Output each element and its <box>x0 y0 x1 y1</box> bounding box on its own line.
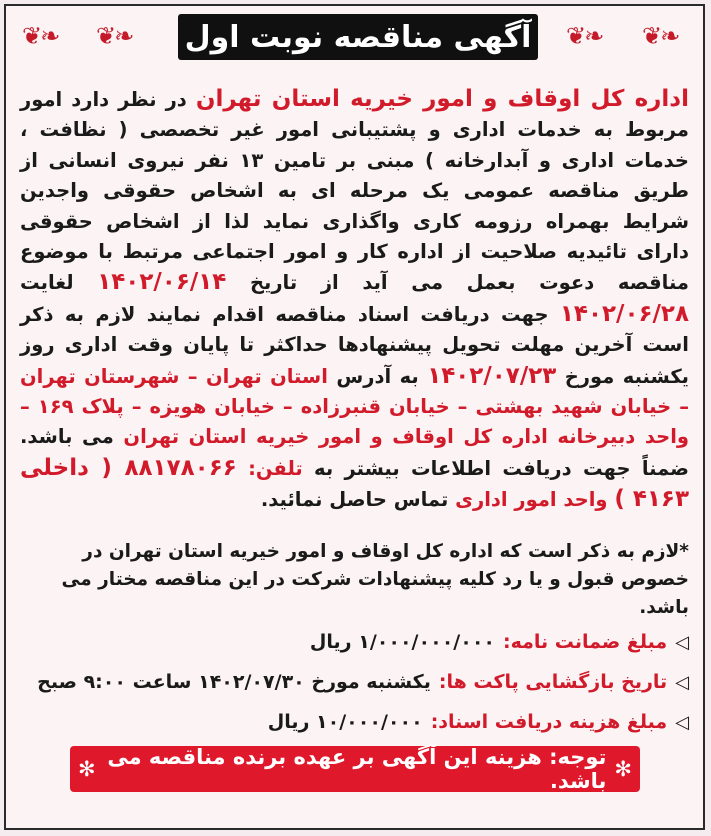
item-value: یکشنبه مورخ ۱۴۰۲/۰۷/۳۰ ساعت ۹:۰۰ صبح <box>37 671 431 693</box>
unit-name: واحد امور اداری <box>455 488 608 512</box>
phone-label: تلفن: <box>236 456 303 480</box>
body-text: تماس حاصل نمائید. <box>260 488 456 512</box>
ornament-icon: ❦❧ <box>96 22 133 50</box>
phone-number: ۸۸۱۷۸۰۶۶ ( داخلی ۴۱۶۳ ) <box>20 454 689 513</box>
footer-banner <box>70 746 640 792</box>
date-to: ۱۴۰۲/۰۶/۲۸ <box>559 300 689 327</box>
list-item <box>20 622 689 662</box>
pointer-icon: ◁ <box>675 671 689 693</box>
list-item <box>20 662 689 702</box>
star-icon: ✻ <box>78 757 96 781</box>
item-value: ۱۰/۰۰۰/۰۰۰ ریال <box>267 711 423 733</box>
body-text: می باشد. ضمناً جهت دریافت اطلاعات بیشتر به <box>20 425 690 480</box>
star-icon: ✻ <box>614 757 632 781</box>
ornament-icon: ❦❧ <box>566 22 603 50</box>
pointer-icon: ◁ <box>675 631 689 653</box>
item-label: تاریخ بازگشایی پاکت ها: <box>438 671 668 693</box>
address: استان تهران – شهرستان تهران – خیابان شهید بهشتی – خیابان قنبرزاده – خیابان هویزه – پلاک ۱۶۹ – واحد دبیرخانه اداره کل اوقاف و امور خیریه استان تهران <box>20 364 689 449</box>
details-list <box>20 622 689 742</box>
notice-body <box>20 84 689 516</box>
item-label: مبلغ هزینه دریافت اسناد: <box>430 711 668 733</box>
body-text: جهت دریافت اسناد مناقصه اقدام نمایند لازم به ذکر است آخرین مهلت تحویل پیشنهادها حداکثر تا پایان وقت اداری روز یکشنبه مورخ <box>20 302 690 388</box>
page-title: آگهی مناقصه نوبت اول <box>178 14 538 60</box>
pointer-icon: ◁ <box>675 711 689 733</box>
note-paragraph: *لازم به ذکر است که اداره کل اوقاف و امور خیریه استان تهران در خصوص قبول و یا رد کلیه پیشنهادات شرکت در این مناقصه مختار می باشد. <box>61 541 689 618</box>
organization-name: اداره کل اوقاف و امور خیریه استان تهران <box>195 86 689 112</box>
item-value: ۱/۰۰۰/۰۰۰/۰۰۰ ریال <box>309 631 496 653</box>
tender-notice <box>4 4 705 830</box>
list-item <box>20 702 689 742</box>
item-label: مبلغ ضمانت نامه: <box>503 631 668 653</box>
date-from: ۱۴۰۲/۰۶/۱۴ <box>97 269 227 296</box>
body-text: در نظر دارد امور مربوط به خدمات اداری و پشتیبانی امور غیر تخصصی ( نظافت ، خدمات اداری و آبدارخانه ) مبنی بر تامین ۱۳ نفر نیروی انسانی از طریق مناقصه عمومی یک مرحله ای به اشخاص حقوقی واجدین شرایط بهمراه رزومه کاری واگذاری نماید لذا از اشخاص حقوقی دارای تائیدیه صلاحیت از اداره کار و امور اجتماعی مرتبط با موضوع مناقصه دعوت بعمل می آید از تاریخ <box>20 88 689 295</box>
ornament-icon: ❦❧ <box>22 22 59 50</box>
footer-text: توجه: هزینه این آگهی بر عهده برنده مناقصه می باشد. <box>107 745 607 793</box>
deadline-date: ۱۴۰۲/۰۷/۲۳ <box>427 362 557 389</box>
header <box>6 12 703 64</box>
body-text: به آدرس <box>327 364 428 388</box>
body-text: لغایت <box>20 271 98 295</box>
ornament-icon: ❦❧ <box>642 22 679 50</box>
